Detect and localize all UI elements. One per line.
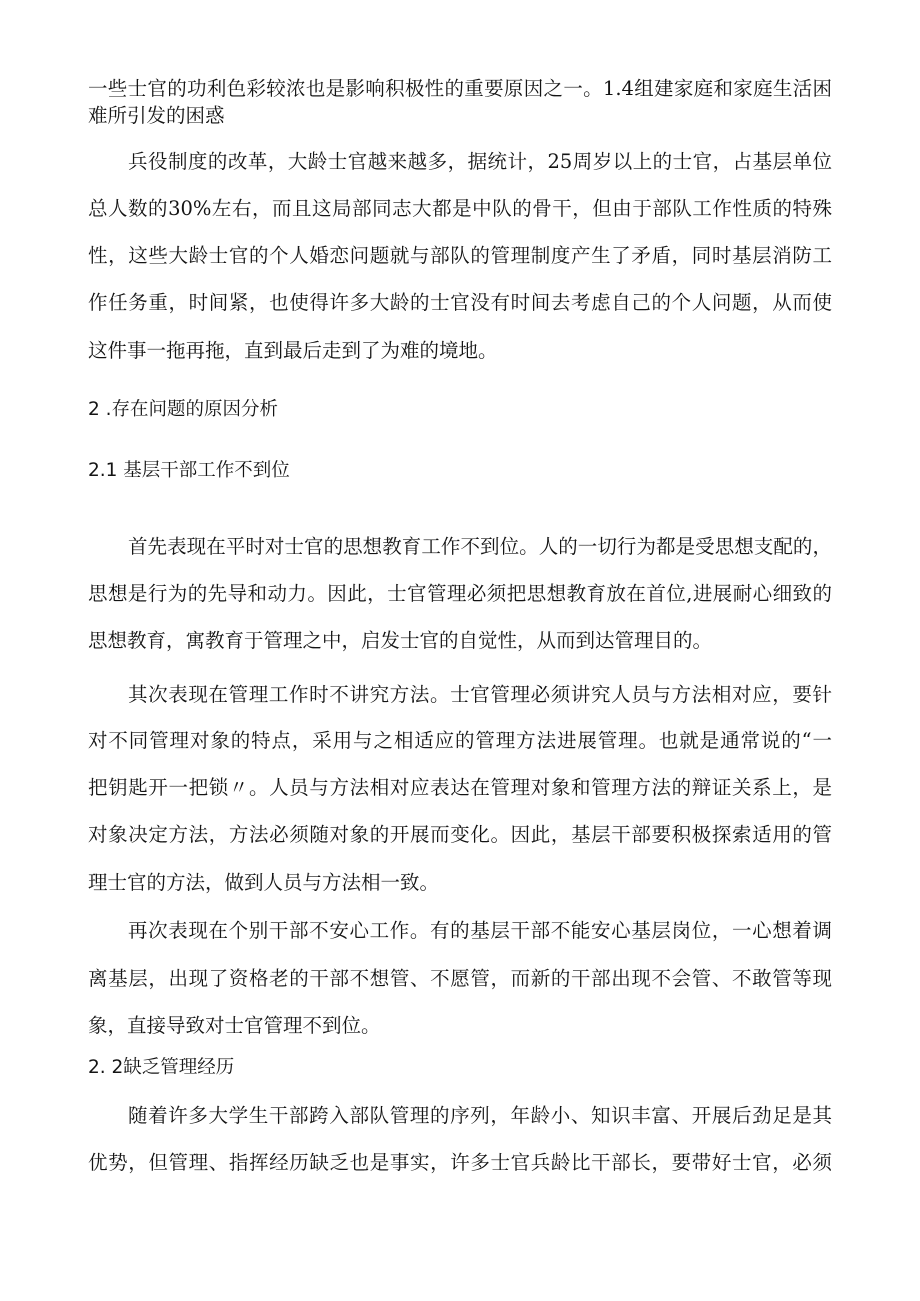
paragraph-line: 再次表现在个别干部不安心工作。有的基层干部不能安心基层岗位，一心想着调	[128, 919, 832, 942]
paragraph-line: 这件事一拖再拖，直到最后走到了为难的境地。	[88, 339, 498, 362]
section-heading: 2 .存在问题的原因分析	[88, 399, 279, 420]
paragraph-line: 对不同管理对象的特点，采用与之相适应的管理方法进展管理。也就是通常说的“一	[88, 729, 832, 752]
paragraph-line: 思想教育，寓教育于管理之中，启发士官的自觉性，从而到达管理目的。	[88, 629, 713, 652]
paragraph-line: 理士官的方法，做到人员与方法相一致。	[88, 871, 440, 894]
paragraph-line: 性，这些大龄士官的个人婚恋问题就与部队的管理制度产生了矛盾，同时基层消防工	[88, 244, 832, 267]
paragraph-line: 一些士官的功利色彩较浓也是影响积极性的重要原因之一。1.4组建家庭和家庭生活困	[88, 77, 832, 100]
subsection-heading: 2. 2缺乏管理经历	[88, 1057, 235, 1078]
paragraph-line: 其次表现在管理工作时不讲究方法。士官管理必须讲究人员与方法相对应，要针	[128, 683, 832, 706]
paragraph-line: 总人数的30%左右，而且这局部同志大都是中队的骨干，但由于部队工作性质的特殊	[88, 197, 832, 220]
paragraph-line: 象，直接导致对士官管理不到位。	[88, 1014, 381, 1037]
paragraph-line: 离基层，出现了资格老的干部不想管、不愿管，而新的干部出现不会管、不敢管等现	[88, 967, 832, 990]
paragraph-line: 优势，但管理、指挥经历缺乏也是事实，许多士官兵龄比干部长，要带好士官，必须	[88, 1151, 832, 1174]
paragraph-line: 思想是行为的先导和动力。因此，士官管理必须把思想教育放在首位,进展耐心细致的	[88, 582, 832, 605]
paragraph-line: 兵役制度的改革，大龄士官越来越多，据统计，25周岁以上的士官，占基层单位	[128, 150, 832, 173]
paragraph-line: 对象决定方法，方法必须随对象的开展而变化。因此，基层干部要积极探索适用的管	[88, 823, 832, 846]
paragraph-line: 把钥匙开一把锁〃。人员与方法相对应表达在管理对象和管理方法的辩证关系上，是	[88, 776, 832, 799]
paragraph-line: 首先表现在平时对士官的思想教育工作不到位。人的一切行为都是受思想支配的，	[128, 535, 832, 558]
paragraph-line: 随着许多大学生干部跨入部队管理的序列，年龄小、知识丰富、开展后劲足是其	[128, 1104, 832, 1127]
subsection-heading: 2.1 基层干部工作不到位	[88, 460, 290, 481]
paragraph-line: 作任务重，时间紧，也使得许多大龄的士官没有时间去考虑自己的个人问题，从而使	[88, 291, 832, 314]
paragraph-line: 难所引发的困惑	[88, 104, 225, 127]
